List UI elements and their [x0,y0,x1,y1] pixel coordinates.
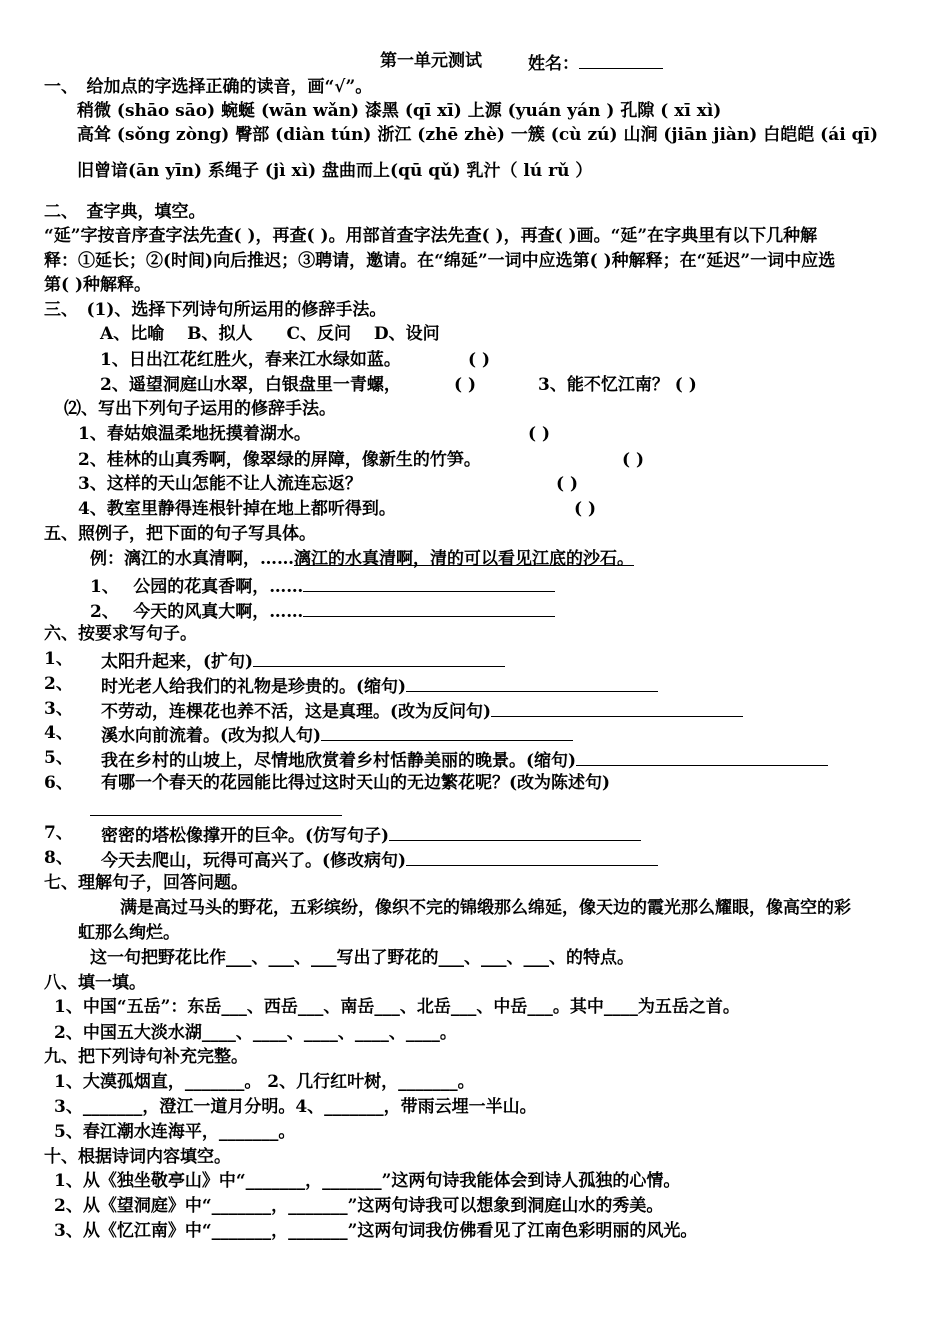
s6-item-5-blank[interactable] [576,747,828,766]
s6-num-1: 1、 [44,649,73,669]
s3-w2: 2、桂林的山真秀啊，像翠绿的屏障，像新生的竹笋。 [78,450,481,470]
page-title [380,50,482,72]
s3-w1: 1、春姑娘温柔地抚摸着湖水。 [78,424,311,444]
s6-item-6-blank[interactable] [90,797,342,816]
s9-q2[interactable]: 3、_______，澄江一道月分明。4、_______，带雨云埋一半山。 [54,1097,537,1117]
s2-heading: 二、 查字典，填空。 [44,202,206,222]
s6-item-6: 有哪一个春天的花园能比得过这时天山的无边繁花呢？(改为陈述句) [101,773,611,793]
s10-q1[interactable]: 1、从《独坐敬亭山》中“_______，_______”这两句诗我能体会到诗人孤独的心情。 [54,1171,681,1191]
s6-item-3 [101,698,743,723]
s5-example [90,548,634,570]
s5-item-2-blank[interactable] [303,598,555,617]
s6-item-2-blank[interactable] [406,673,658,692]
s3-w3-answer[interactable]: ( ) [556,474,579,494]
s6-item-1-blank[interactable] [253,648,505,667]
s6-item-6-blank-line[interactable] [90,797,342,822]
s3-w1-answer[interactable]: ( ) [528,424,551,444]
s5-item-1-blank[interactable] [303,573,555,592]
s8-q2[interactable]: 2、中国五大淡水湖____、____、____、____、____。 [54,1023,457,1043]
s1-row-1: 稍微 (shāo sāo) 蜿蜒 (wān wǎn) 漆黑 (qī xī) 上源 (yuán yán ) 孔隙 ( xī xì) [77,101,722,121]
name-blank[interactable] [579,50,663,69]
s7-para-1: 满是高过马头的野花，五彩缤纷，像织不完的锦缎那么绵延，像天边的霞光那么耀眼，像高空的彩 [120,898,851,918]
s6-num-3: 3、 [44,699,73,719]
s7-heading: 七、理解句子，回答问题。 [44,873,248,893]
s6-item-5-text: 我在乡村的山坡上，尽情地欣赏着乡村恬静美丽的晚景。(缩句) [101,751,577,771]
s9-q3[interactable]: 5、春江潮水连海平，_______。 [54,1122,296,1142]
s6-item-2 [101,673,658,698]
s3-q1: 1、日出江花红胜火，春来江水绿如蓝。 [100,350,401,370]
s5-item-1 [90,573,555,598]
s8-heading: 八、填一填。 [44,973,146,993]
s5-example-lead: 例：漓江的水真清啊，…… [90,549,294,569]
s2-para-2: 释：①延长；②(时间)向后推迟；③聘请，邀请。在“绵延”一词中应选第( )种解释；在“延迟”一词中应选 [44,251,836,271]
s6-item-2-text: 时光老人给我们的礼物是珍贵的。(缩句) [101,677,407,697]
s7-para-2: 虹那么绚烂。 [78,923,180,943]
s9-heading: 九、把下列诗句补充完整。 [44,1047,248,1067]
s10-q2[interactable]: 2、从《望洞庭》中“_______，_______”这两句诗我可以想象到洞庭山水的秀美。 [54,1196,664,1216]
s5-item-1-text: 1、 公园的花真香啊，…… [90,577,304,597]
s6-item-1-text: 太阳升起来，(扩句) [101,652,254,672]
s3-q2: 2、遥望洞庭山水翠，白银盘里一青螺， [100,375,401,395]
s5-item-2 [90,598,555,623]
s3-q3[interactable]: 3、能不忆江南？ ( ) [538,375,697,395]
s6-item-4 [101,722,573,747]
s1-row-2: 高耸 (sǒng zòng) 臀部 (diàn tún) 浙江 (zhē zhè) 一簇 (cù zú) 山涧 (jiān jiàn) 白皑皑 (ái qī) [77,125,878,145]
name-field[interactable] [528,50,663,75]
s3-q1-answer[interactable]: ( ) [468,350,491,370]
s3-heading: 三、 (1)、选择下列诗句所运用的修辞手法。 [44,300,387,320]
s6-item-1 [101,648,505,673]
s10-heading: 十、根据诗词内容填空。 [44,1147,231,1167]
s5-item-2-text: 2、 今天的风真大啊，…… [90,602,304,622]
s3-w3: 3、这样的天山怎能不让人流连忘返？ [78,474,362,494]
s6-num-5: 5、 [44,748,73,768]
s6-item-4-text: 溪水向前流着。(改为拟人句) [101,726,322,746]
s3-sub2-heading: ⑵、写出下列句子运用的修辞手法。 [64,399,336,419]
s6-num-2: 2、 [44,674,73,694]
s1-row-3: 旧曾谙(ān yīn) 系绳子 (jì xì) 盘曲而上(qū qǔ) 乳汁（ lú rǔ ） [77,161,593,181]
s3-q2-answer[interactable]: ( ) [454,375,477,395]
s5-example-answer: 漓江的水真清啊，清的可以看见江底的沙石。 [294,549,634,569]
s3-w2-answer[interactable]: ( ) [622,450,645,470]
s6-heading: 六、按要求写句子。 [44,624,197,644]
s9-q1[interactable]: 1、大漠孤烟直，_______。 2、几行红叶树，_______。 [54,1072,475,1092]
name-label: 姓名： [528,54,579,74]
s2-para-3: 第( )种解释。 [44,275,152,295]
title-text: 第一单元测试 [380,51,482,71]
s6-item-7-text: 密密的塔松像撑开的巨伞。(仿写句子) [101,826,390,846]
s6-num-7: 7、 [44,823,73,843]
s1-heading: 一、 给加点的字选择正确的读音，画“√”。 [44,77,373,97]
s3-w4: 4、教室里静得连根针掉在地上都听得到。 [78,499,396,519]
s6-item-5 [101,747,828,772]
s7-question[interactable]: 这一句把野花比作___、___、___写出了野花的___、___、___、的特点。 [90,948,634,968]
s6-item-4-blank[interactable] [321,722,573,741]
s2-para-1: “延”字按音序查字法先查( )，再查( )。用部首查字法先查( )，再查( )画。“延”在字典里有以下几种解 [44,226,818,246]
s6-item-8-text: 今天去爬山，玩得可高兴了。(修改病句) [101,851,407,871]
s3-w4-answer[interactable]: ( ) [574,499,597,519]
s6-item-3-text: 不劳动，连棵花也养不活，这是真理。(改为反问句) [101,702,492,722]
s6-num-4: 4、 [44,723,73,743]
s6-item-8 [101,847,658,872]
s6-item-7-blank[interactable] [389,822,641,841]
s5-heading: 五、照例子，把下面的句子写具体。 [44,524,316,544]
s6-item-3-blank[interactable] [491,698,743,717]
s6-item-7 [101,822,641,847]
s8-q1[interactable]: 1、中国“五岳”：东岳___、西岳___、南岳___、北岳___、中岳___。其中____为五岳之首。 [54,997,740,1017]
s3-options: A、比喻 B、拟人 C、反问 D、设问 [100,324,440,344]
s6-num-6: 6、 [44,773,73,793]
s6-num-8: 8、 [44,848,73,868]
s6-item-8-blank[interactable] [406,847,658,866]
s10-q3[interactable]: 3、从《忆江南》中“_______，_______”这两句词我仿佛看见了江南色彩明丽的风光。 [54,1221,698,1241]
